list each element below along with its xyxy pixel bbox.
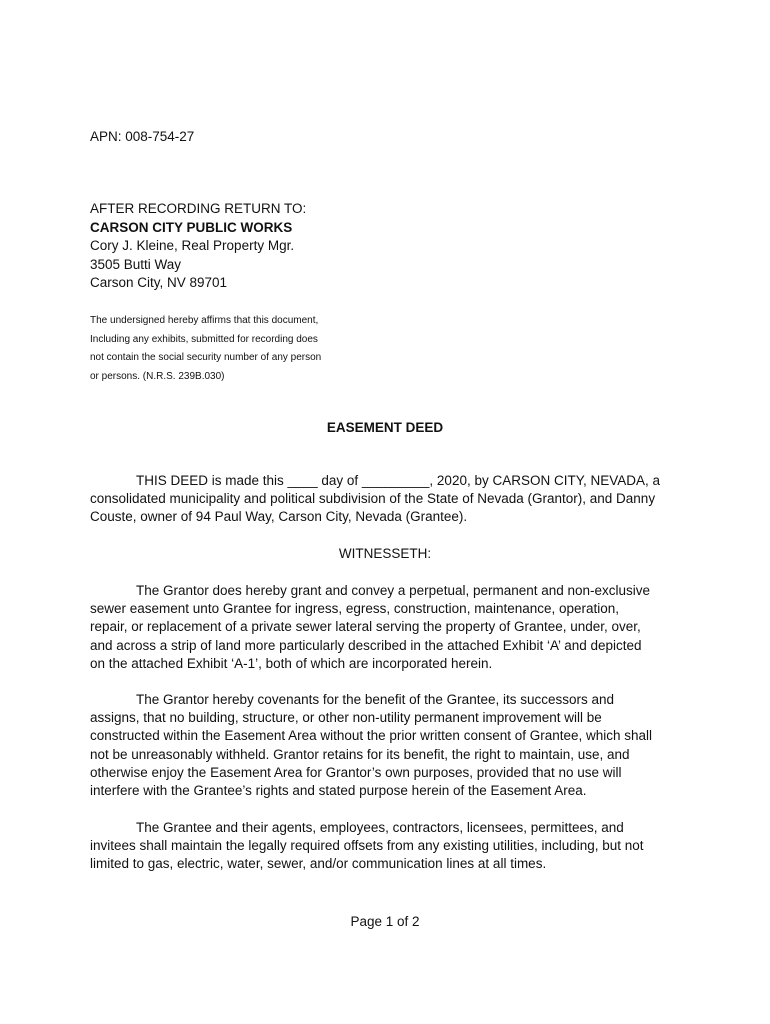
document-title: EASEMENT DEED: [326, 420, 444, 435]
return-city: Carson City, NV 89701: [90, 275, 228, 290]
affirmation-line: Including any exhibits, submitted for recording does: [90, 333, 318, 345]
paragraph-line: limited to gas, electric, water, sewer, and/or communication lines at all times.: [90, 856, 547, 872]
ssn-affirmation: [90, 312, 321, 386]
affirmation-line: not contain the social security number of any person: [90, 352, 322, 363]
apn-number: APN: 008-754-27: [90, 129, 195, 144]
deed-intro-paragraph: [90, 472, 660, 527]
paragraph-line: THIS DEED is made this ____ day of _________, 2020, by CARSON CITY, NEVADA, a: [136, 473, 661, 488]
affirmation-line: or persons. (N.R.S. 239B.030): [90, 370, 225, 382]
paragraph-line: on the attached Exhibit ‘A-1’, both of which are incorporated herein.: [90, 655, 493, 671]
paragraph-line: otherwise enjoy the Easement Area for Grantor’s own purposes, provided that no use will: [90, 764, 622, 780]
offsets-paragraph: [90, 819, 644, 874]
paragraph-line: invitees shall maintain the legally required offsets from any existing utilities, including, but not: [90, 838, 644, 854]
paragraph-line: and across a strip of land more particularly described in the attached Exhibit ‘A’ and depicted: [90, 637, 642, 653]
grant-paragraph: [90, 582, 650, 673]
affirmation-line: The undersigned hereby affirms that this document,: [90, 315, 319, 326]
return-contact: Cory J. Kleine, Real Property Mgr.: [90, 238, 295, 253]
paragraph-line: The Grantor does hereby grant and convey a perpetual, permanent and non-exclusive: [136, 583, 651, 598]
return-street: 3505 Butti Way: [90, 256, 182, 272]
covenant-paragraph: [90, 691, 652, 800]
paragraph-line: sewer easement unto Grantee for ingress, egress, construction, maintenance, operation,: [90, 601, 620, 617]
paragraph-line: interfere with the Grantee’s rights and stated purpose herein of the Easement Area.: [90, 783, 587, 799]
paragraph-line: consolidated municipality and political subdivision of the State of Nevada (Grantor), and Danny: [90, 491, 656, 507]
return-heading: AFTER RECORDING RETURN TO:: [90, 201, 307, 216]
paragraph-line: Couste, owner of 94 Paul Way, Carson City, Nevada (Grantee).: [90, 509, 468, 525]
paragraph-line: constructed within the Easement Area without the prior written consent of Grantee, which shall: [90, 728, 653, 744]
paragraph-line: The Grantee and their agents, employees, contractors, licensees, permittees, and: [136, 820, 624, 835]
witnesseth-heading: WITNESSETH:: [338, 546, 432, 561]
return-organization: CARSON CITY PUBLIC WORKS: [90, 219, 293, 235]
recording-return-block: [90, 200, 306, 293]
page-number: Page 1 of 2: [350, 914, 420, 929]
paragraph-line: repair, or replacement of a private sewer lateral serving the property of Grantee, under, over,: [90, 619, 641, 635]
paragraph-line: The Grantor hereby covenants for the benefit of the Grantee, its successors and: [136, 692, 615, 707]
paragraph-line: not be unreasonably withheld. Grantor retains for its benefit, the right to maintain, use, and: [90, 746, 630, 762]
paragraph-line: assigns, that no building, structure, or other non-utility permanent improvement will be: [90, 710, 602, 726]
